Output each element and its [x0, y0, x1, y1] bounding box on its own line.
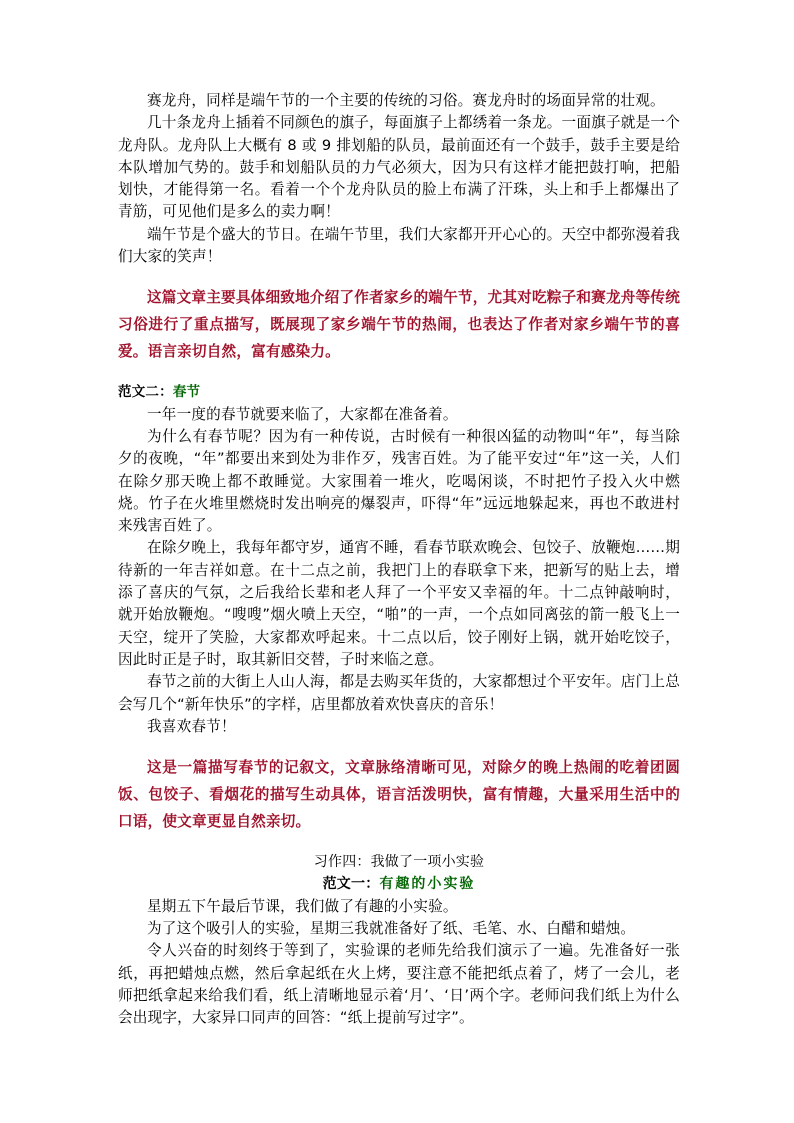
document-page: [118, 90, 680, 1030]
paragraph: 我喜欢春节！: [147, 717, 236, 735]
review-comment: 这是一篇描写春节的记叙文，文章脉络清晰可见，对除夕的晚上热闹的吃着团圆饭、包饺子、看烟花的描写生动具体，语言活泼明快，富有情趣，大量采用生活中的口语，使文章更显自然亲切。: [118, 759, 680, 831]
paragraph: 春节之前的大街上人山人海，都是去购买年货的，大家都想过个平安年。店门上总会写几个“新年快乐”的字样，店里都放着欢快喜庆的音乐！: [118, 673, 680, 713]
essay-heading-prefix: 范文一：: [322, 876, 380, 893]
assignment-title: 习作四：我做了一项小实验: [313, 854, 485, 871]
paragraph: 一年一度的春节就要来临了，大家都在准备着。: [147, 405, 458, 423]
paragraph: 在除夕晚上，我每年都守岁，通宵不睡，看春节联欢晚会、包饺子、放鞭炮……期待新的一年吉祥如意。在十二点之前，我把门上的春联拿下来，把新写的贴上去，增添了喜庆的气氛，之后我给长辈和老人拜了一个平安又幸福的年。十二点钟敲响时，就开始放鞭炮。“嗖嗖”烟火喷上天空，“啪”的一声，一个点如同离弦的箭一般飞上一天空，绽开了笑脸，大家都欢呼起来。十二点以后，饺子刚好上锅，就开始吃饺子，因此时正是子时，取其新旧交替，子时来临之意。: [118, 539, 680, 668]
essay-heading-prefix: 范文二：: [118, 384, 173, 401]
essay-heading-title: 有趣的小实验: [379, 876, 476, 893]
paragraph: 星期五下午最后节课，我们做了有趣的小实验。: [147, 897, 458, 915]
paragraph: 端午节是个盛大的节日。在端午节里，我们大家都开开心心的。天空中都弥漫着我们大家的笑声！: [118, 225, 680, 266]
essay-heading: [118, 873, 680, 895]
paragraph: 为了这个吸引人的实验，星期三我就准备好了纸、毛笔、水、白醋和蜡烛。: [147, 920, 636, 938]
paragraph: 赛龙舟，同样是端午节的一个主要的传统的习俗。赛龙舟时的场面异常的壮观。: [147, 92, 665, 109]
essay-heading-title: 春节: [172, 384, 201, 401]
essay-heading: [118, 381, 680, 403]
paragraph: 几十条龙舟上插着不同颜色的旗子，每面旗子上都绣着一条龙。一面旗子就是一个龙舟队。龙舟队上大概有 8 或 9 排划船的队员，最前面还有一个鼓手，鼓手主要是给本队增加气势的。鼓手和划船队员的力气必须大，因为只有这样才能把鼓打响，把船划快，才能得第一名。看着一个个龙舟队员的脸上布满了汗珠，头上和手上都爆出了青筋，可见他们是多么的卖力啊！: [118, 114, 680, 221]
review-comment: 这篇文章主要具体细致地介绍了作者家乡的端午节，尤其对吃粽子和赛龙舟等传统习俗进行了重点描写，既展现了家乡端午节的热闹，也表达了作者对家乡端午节的喜爱。语言亲切自然，富有感染力。: [118, 289, 680, 361]
paragraph: 为什么有春节呢？因为有一种传说，古时候有一种很凶猛的动物叫“年”，每当除夕的夜晚，“年”都要出来到处为非作歹，残害百姓。为了能平安过“年”这一关，人们在除夕那天晚上都不敢睡觉。大家围着一堆火，吃喝闲谈，不时把竹子投入火中燃烧。竹子在火堆里燃烧时发出响亮的爆裂声，吓得“年”远远地躲起来，再也不敢进村来残害百姓了。: [118, 427, 680, 535]
paragraph: 令人兴奋的时刻终于等到了，实验课的老师先给我们演示了一遍。先准备好一张纸，再把蜡烛点燃，然后拿起纸在火上烤，要注意不能把纸点着了，烤了一会儿，老师把纸拿起来给我们看，纸上清晰地显示着‘月’、‘日’两个字。老师问我们纸上为什么会出现字，大家异口同声的回答：“纸上提前写过字”。: [118, 942, 680, 1027]
